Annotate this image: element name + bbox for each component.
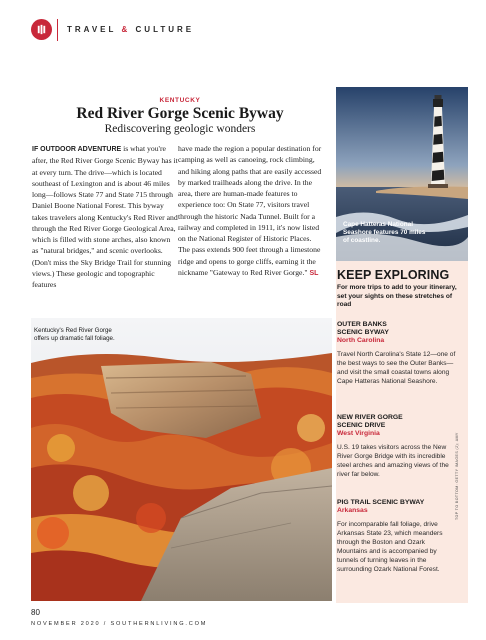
article-column-1 <box>32 143 178 290</box>
page-number: 80 <box>31 608 40 617</box>
sidebar-item-state: Arkansas <box>337 507 368 514</box>
sidebar-item-state: North Carolina <box>337 337 385 344</box>
end-mark: SL <box>309 269 319 277</box>
magazine-logo <box>31 19 52 40</box>
sidebar-item-body: Travel North Carolina's State 12—one of the best ways to see the Outer Banks—and visit the small coastal towns along Cape Hatteras National Seashore. <box>337 351 456 385</box>
photo-credit: TOP TO BOTTOM: GETTY IMAGES (2); AMY <box>455 432 459 520</box>
sidebar-item-title-line1: OUTER BANKS <box>337 321 387 328</box>
gorge-caption: Kentucky's Red River Gorge offers up dramatic fall foliage. <box>34 327 115 342</box>
header-divider <box>57 19 58 41</box>
article-column-1-text: is what you're after, the Red River Gorge Scenic Byway has it at every turn. The drive—which is located southeast of Lexington and is about 46 miles long—follows State 77 and State 715 through Daniel Boone National Forest. This byway takes travelers along Kentucky's Red River and through the Red River Gorge Geological Area, which is filled with stone arches, also known as "natural bridges," and scenic overlooks. (Don't miss the Sky Bridge Trail for stunning views.) These geologic and topographic features <box>32 144 178 289</box>
lighthouse-caption: Cape Hatteras National Seashore features 70 miles of coastline. <box>343 221 426 244</box>
sidebar-item-title-line2: SCENIC DRIVE <box>337 422 386 429</box>
sidebar-item-title <box>337 321 465 337</box>
gorge-photo <box>31 318 332 601</box>
sidebar-item-body: For incomparable fall foliage, drive Arkansas State 23, which meanders through the Boston and Ozark Mountains and is accompanied by tunnels of turning leaves in the surrounding Ozark National Forest. <box>337 521 443 573</box>
sidebar-item-body: U.S. 19 takes visitors across the New River Gorge Bridge with its incredible steel arches and amazing views of the river far below. <box>337 444 449 478</box>
gorge-illustration <box>31 318 332 601</box>
footer-source: NOVEMBER 2020 / SOUTHERNLIVING.COM <box>31 621 208 627</box>
sidebar-item-title <box>337 414 465 430</box>
article-lead-in: IF OUTDOOR ADVENTURE <box>32 146 122 153</box>
sidebar-item-title-line2: SCENIC BYWAY <box>337 329 389 336</box>
diamond-leaf-icon <box>35 23 48 36</box>
sidebar-item-title <box>337 499 465 507</box>
section-label-left: TRAVEL <box>67 25 117 34</box>
article-title: Red River Gorge Scenic Byway <box>76 105 284 122</box>
section-label <box>67 25 194 34</box>
sidebar-item-state: West Virginia <box>337 430 380 437</box>
sidebar-heading: KEEP EXPLORING <box>337 268 450 282</box>
section-label-right: CULTURE <box>135 25 195 34</box>
sidebar-intro: For more trips to add to your itinerary, set your sights on these stretches of road <box>337 284 457 309</box>
article-column-2 <box>178 143 324 279</box>
article-column-2-text: have made the region a popular destination for camping as well as canoeing, rock climbing, and hiking along paths that are easily accessed by marked trailheads along the drive. In the area, there are human-made features to experience too: On State 77, visitors travel through the historic Nada Tunnel. Built for a railway and completed in 1911, it's now listed on the National Register of Historic Places. The pass extends 900 feet through a limestone ridge and opens to gorge cliffs, earning it the nickname "Gateway to Red River Gorge." <box>178 144 322 277</box>
sidebar-item-title-line1: NEW RIVER GORGE <box>337 414 403 421</box>
article-kicker: KENTUCKY <box>159 97 201 104</box>
article-subtitle: Rediscovering geologic wonders <box>104 123 256 135</box>
sidebar-item-title-line1: PIG TRAIL SCENIC BYWAY <box>337 499 425 506</box>
section-label-amp: & <box>121 25 131 34</box>
